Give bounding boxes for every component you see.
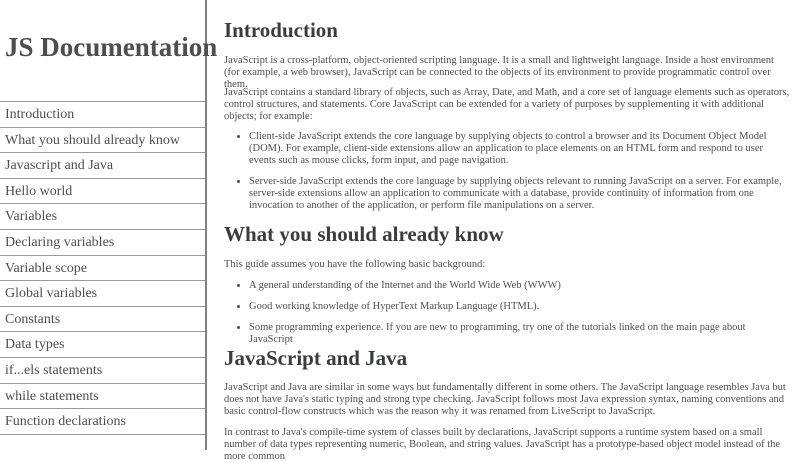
- list-item: • Client-side JavaScript extends the core language by supplying objects to control a browser and its Document Object Model (DOM). For example, client-side extensions allow an application to place elements on an HTML form and respond to user events such as mouse clicks, form input, and page navigation.: [249, 131, 790, 167]
- nav-item: [0, 409, 205, 435]
- nav-item: [0, 179, 205, 205]
- list-item: • Good working knowledge of HyperText Markup Language (HTML).: [249, 301, 790, 313]
- list-item: • A general understanding of the Internet and the World Wide Web (WWW): [249, 280, 790, 292]
- bullet-list: [224, 280, 790, 355]
- section-title: Introduction: [224, 18, 338, 42]
- nav-item: [0, 281, 205, 307]
- nav-item: [0, 384, 205, 410]
- main-doc: [224, 0, 790, 462]
- navbar: [0, 0, 218, 450]
- nav-item: [0, 204, 205, 230]
- nav-link-while-statements[interactable]: while statements: [5, 388, 99, 404]
- section-paragraph: JavaScript and Java are similar in some ways but fundamentally different in some others. The JavaScript language resembles Java but does not have Java's static typing and strong type checking. JavaScript follows most Java expression syntax, naming conventions and basic control-flow constructs which was the reason why it was renamed from LiveScript to JavaScript.: [224, 382, 786, 417]
- section-what-you-should-already-know: [224, 221, 790, 345]
- nav-link-data-types[interactable]: Data types: [5, 337, 65, 353]
- section-paragraph: This guide assumes you have the following basic background:: [224, 259, 486, 270]
- section-introduction: [224, 17, 790, 211]
- list-item: • Server-side JavaScript extends the core language by supplying objects relevant to running JavaScript on a server. For example, server-side extensions allow an application to communicate with a database, provide continuity of information from one invocation to another of the application, or perform file manipulations on a server.: [249, 176, 790, 212]
- nav-link-declaring-variables[interactable]: Declaring variables: [5, 234, 115, 250]
- nav-link-function-declarations[interactable]: Function declarations: [5, 414, 126, 430]
- nav-item: [0, 230, 205, 256]
- list-item: • Some programming experience. If you are new to programming, try one of the tutorials linked on the main page about JavaScript: [249, 322, 790, 346]
- nav-item: [0, 307, 205, 333]
- nav-item: [0, 153, 205, 179]
- nav-item: [0, 256, 205, 282]
- section-paragraph: In contrast to Java's compile-time system of classes built by declarations, JavaScript supports a runtime system based on a small number of data types representing numeric, Boolean, and string values. JavaScript has a prototype-based object model instead of the more common: [224, 427, 781, 462]
- nav-item: [0, 102, 205, 128]
- nav-link-list: [0, 101, 205, 430]
- nav-link-if-else-statements[interactable]: if...els statements: [5, 362, 103, 378]
- bullet-list: [224, 131, 790, 212]
- nav-link-hello-world[interactable]: Hello world: [5, 183, 73, 199]
- section-javascript-and-java: [224, 345, 790, 462]
- nav-link-variables[interactable]: Variables: [5, 209, 58, 225]
- nav-link-global-variables[interactable]: Global variables: [5, 286, 98, 302]
- nav-item: [0, 358, 205, 384]
- nav-link-variable-scope[interactable]: Variable scope: [5, 260, 88, 276]
- section-paragraph: JavaScript contains a standard library of objects, such as Array, Date, and Math, and a core set of language elements such as operators, control structures, and statements. Core JavaScript can be extended for a variety of purposes by supplementing it with additional objects; for example:: [224, 87, 790, 122]
- nav-link-javascript-and-java[interactable]: Javascript and Java: [5, 158, 114, 174]
- navbar-title: JS Documentation: [5, 32, 218, 62]
- section-title: JavaScript and Java: [224, 346, 408, 370]
- section-paragraph: JavaScript is a cross-platform, object-oriented scripting language. It is a small and lightweight language. Inside a host environment (for example, a web browser), JavaScript can be connected to the objects of its environment to provide programmatic control over them.: [224, 55, 774, 90]
- nav-link-constants[interactable]: Constants: [5, 311, 61, 327]
- nav-link-what-you-should-already-know[interactable]: What you should already know: [5, 132, 180, 148]
- section-title: What you should already know: [224, 222, 504, 246]
- nav-item: [0, 128, 205, 154]
- nav-item: [0, 332, 205, 358]
- nav-link-introduction[interactable]: Introduction: [5, 107, 75, 122]
